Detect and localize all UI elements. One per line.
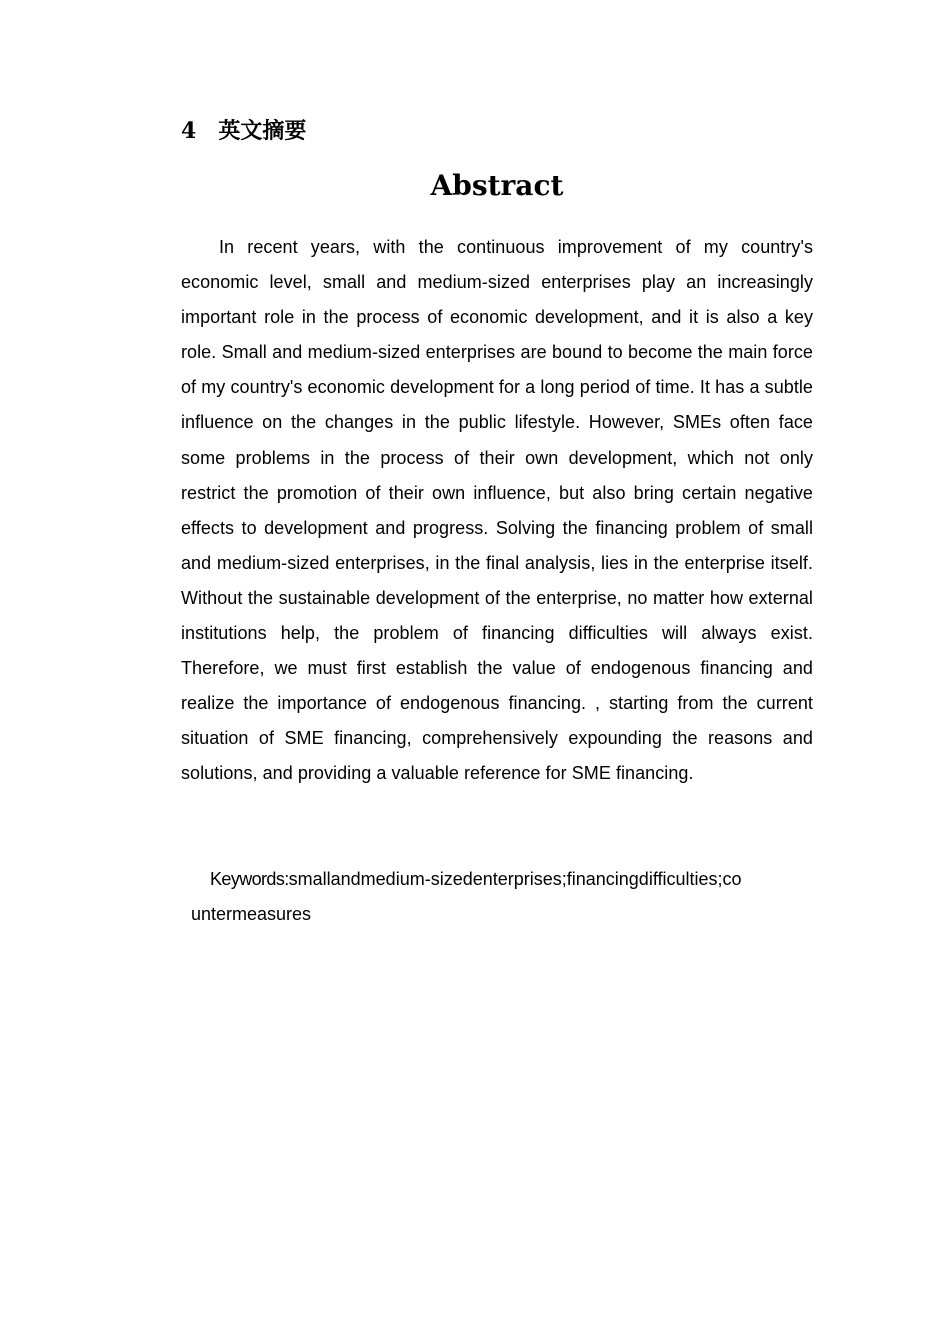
keywords-line bbox=[191, 862, 751, 932]
keywords-label: Keywords: bbox=[210, 869, 289, 889]
abstract-title: Abstract bbox=[430, 169, 564, 202]
abstract-body: In recent years, with the continuous improvement of my country's economic level, small and medium-sized enterprises play an increasingly important role in the process of economic development, and it is also a key role. Small and medium-sized enterprises are bound to become the main force of my country's economic development for a long period of time. It has a subtle influence on the changes in the public lifestyle. However, SMEs often face some problems in the process of their own development, which not only restrict the promotion of their own influence, but also bring certain negative effects to development and progress. Solving the financing problem of small and medium-sized enterprises, in the final analysis, lies in the enterprise itself. Without the sustainable development of the enterprise, no matter how external institutions help, the problem of financing difficulties will always exist. Therefore, we must first establish the value of endogenous financing and realize the importance of endogenous financing. , starting from the current situation of SME financing, comprehensively expounding the reasons and solutions, and providing a valuable reference for SME financing. bbox=[181, 237, 813, 784]
section-title: 英文摘要 bbox=[218, 119, 307, 144]
keywords-text: smallandmedium-sizedenterprises;financingdifficulties;countermeasures bbox=[191, 869, 742, 924]
section-heading bbox=[181, 116, 306, 147]
section-number: 4 bbox=[181, 118, 197, 144]
